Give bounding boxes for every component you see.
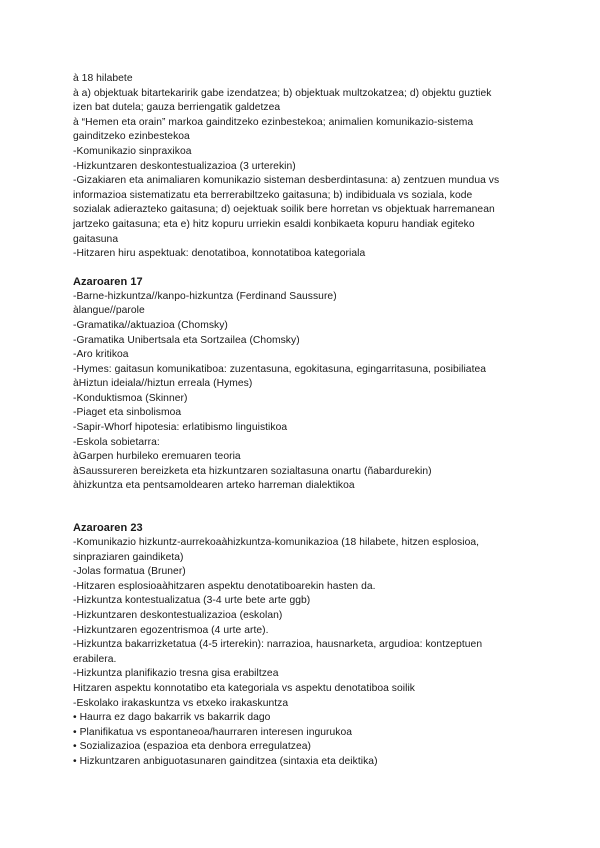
- text-line: -Hitzaren hiru aspektuak: denotatiboa, konnotatiboa kategoriala: [73, 248, 366, 260]
- bullet-item: • Hizkuntzaren anbiguotasunaren gainditzea (sintaxia eta deiktika): [73, 755, 378, 767]
- text-line: -Hizkuntzaren egozentrismoa (4 urte arte).: [73, 624, 269, 636]
- text-line: à a) objektuak bitartekaririk gabe izendatzea; b) objektuak multzokatzea; d) objektu guztiek: [73, 87, 492, 99]
- text-line: -Hymes: gaitasun komunikatiboa: zuzentasuna, egokitasuna, egingarritasuna, posibiliatea: [73, 363, 487, 375]
- bullet-item: • Haurra ez dago bakarrik vs bakarrik dago: [73, 712, 271, 724]
- text-line: àhizkuntza eta pentsamoldearen arteko harreman dialektikoa: [73, 480, 355, 492]
- text-line: àlangue//parole: [73, 305, 145, 317]
- text-line: -Gramatika//aktuazioa (Chomsky): [73, 319, 228, 331]
- text-line: sinpraziaren gaindiketa): [73, 551, 184, 563]
- text-line: informazioa sistematizatu eta berrerabiltzeko gaitasuna; b) indibiduala vs soziala, kode: [73, 189, 473, 201]
- section-heading: Azaroaren 17: [73, 275, 143, 288]
- text-line: -Eskola sobietarra:: [73, 436, 160, 448]
- text-line: -Komunikazio hizkuntz-aurrekoaàhizkuntza-komunikazioa (18 hilabete, hitzen esplosioa,: [73, 537, 480, 549]
- text-line: jartzeko gaitasuna; eta e) hitz kopuru urriekin esaldi konbikaeta kopuru handiak egiteko: [73, 218, 475, 230]
- spacer: [73, 494, 533, 521]
- text-line: -Barne-hizkuntza//kanpo-hizkuntza (Ferdinand Saussure): [73, 290, 337, 302]
- text-line: -Aro kritikoa: [73, 349, 129, 361]
- text-line: gainditzeko ezinbestekoa: [73, 131, 190, 143]
- text-line: -Hizkuntzaren deskontestualizazioa (eskolan): [73, 610, 283, 621]
- text-line: -Jolas formatua (Bruner): [73, 566, 186, 578]
- text-line: -Gramatika Unibertsala eta Sortzailea (Chomsky): [73, 334, 300, 346]
- text-line: àGarpen hurbileko eremuaren teoria: [73, 451, 241, 463]
- text-line: sozialak adierazteko gaitasuna; d) oejektuak soilik bere horretan vs objektuak harremanean: [73, 204, 495, 216]
- text-line: erabilera.: [73, 653, 117, 665]
- text-line: -Piaget eta sinbolismoa: [73, 407, 182, 419]
- text-line: à “Hemen eta orain” markoa gainditzeko ezinbestekoa; animalien komunikazio-sistema: [73, 116, 474, 128]
- bullet-item: • Sozializazioa (espazioa eta denbora erregulatzea): [73, 741, 311, 753]
- text-line: -Hizkuntza bakarrizketatua (4-5 irterekin): narrazioa, hausnarketa, argudioa: kontzeptuen: [73, 639, 483, 651]
- text-line: à 18 hilabete: [73, 73, 133, 84]
- spacer: [73, 262, 533, 275]
- text-line: -Konduktismoa (Skinner): [73, 392, 188, 404]
- text-line: Hitzaren aspektu konnotatibo eta kategoriala vs aspektu denotatiboa soilik: [73, 682, 415, 694]
- text-line: -Sapir-Whorf hipotesia: erlatibismo linguistikoa: [73, 422, 288, 434]
- section-heading: Azaroaren 23: [73, 522, 143, 535]
- text-line: -Hitzaren esplosioaàhitzaren aspektu denotatiboarekin hasten da.: [73, 580, 376, 592]
- text-line: -Eskolako irakaskuntza vs etxeko irakaskuntza: [73, 697, 289, 709]
- text-line: -Gizakiaren eta animaliaren komunikazio sisteman desberdintasuna: a) zentzuen mundua vs: [73, 175, 500, 187]
- text-line: -Hizkuntza kontestualizatua (3-4 urte bete arte ggb): [73, 595, 311, 607]
- text-line: àHiztun ideiala//hiztun erreala (Hymes): [73, 378, 253, 390]
- bullet-item: • Planifikatua vs espontaneoa/haurraren interesen ingurukoa: [73, 726, 353, 738]
- text-line: -Hizkuntza planifikazio tresna gisa erabiltzea: [73, 668, 279, 680]
- text-line: gaitasuna: [73, 233, 119, 245]
- text-line: -Komunikazio sinpraxikoa: [73, 145, 192, 157]
- intro-block: [73, 72, 533, 770]
- text-line: -Hizkuntzaren deskontestualizazioa (3 urterekin): [73, 160, 296, 172]
- text-line: izen bat dutela; gauza berriengatik galdetzea: [73, 102, 281, 114]
- text-line: àSaussureren bereizketa eta hizkuntzaren sozialtasuna onartu (ñabardurekin): [73, 465, 432, 477]
